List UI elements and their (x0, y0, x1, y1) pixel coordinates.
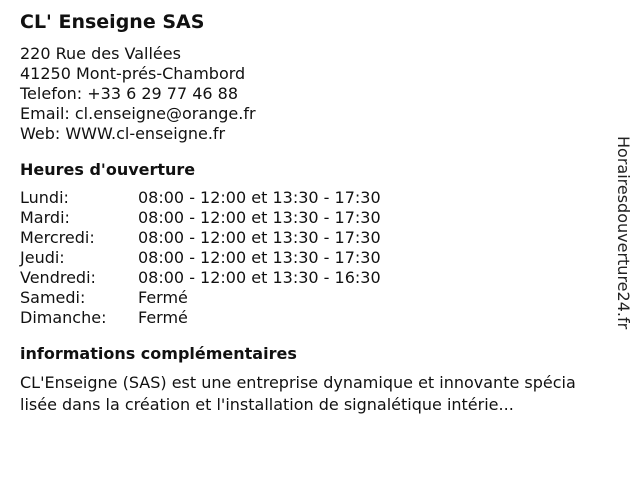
hours-row (20, 248, 600, 268)
hours-row (20, 268, 600, 288)
site-watermark: Horairesdouverture24.fr (614, 136, 633, 330)
day-hours: 08:00 - 12:00 et 13:30 - 17:30 (138, 248, 381, 267)
email: Email: cl.enseigne@orange.fr (20, 104, 256, 123)
day-label: Lundi: (20, 188, 69, 207)
phone: Telefon: +33 6 29 77 46 88 (20, 84, 239, 103)
hours-table (20, 188, 600, 328)
day-hours: Fermé (138, 308, 188, 327)
day-hours: 08:00 - 12:00 et 13:30 - 17:30 (138, 208, 381, 227)
hours-row (20, 308, 600, 328)
hours-row (20, 208, 600, 228)
hours-row (20, 288, 600, 308)
info-description: CL'Enseigne (SAS) est une entreprise dynamique et innovante spécialisée dans la création et l'installation de signalétique intérie... (20, 373, 576, 414)
day-label: Mercredi: (20, 228, 95, 247)
business-card (20, 8, 600, 416)
day-hours: 08:00 - 12:00 et 13:30 - 16:30 (138, 268, 381, 287)
hours-row (20, 228, 600, 248)
day-hours: 08:00 - 12:00 et 13:30 - 17:30 (138, 228, 381, 247)
address-line2: 41250 Mont-prés-Chambord (20, 64, 246, 83)
day-label: Jeudi: (20, 248, 65, 267)
info-heading: informations complémentaires (20, 344, 297, 363)
website: Web: WWW.cl-enseigne.fr (20, 124, 226, 143)
day-label: Samedi: (20, 288, 86, 307)
day-label: Dimanche: (20, 308, 107, 327)
address-line1: 220 Rue des Vallées (20, 44, 181, 63)
day-label: Vendredi: (20, 268, 96, 287)
day-hours: 08:00 - 12:00 et 13:30 - 17:30 (138, 188, 381, 207)
hours-row (20, 188, 600, 208)
day-hours: Fermé (138, 288, 188, 307)
hours-heading: Heures d'ouverture (20, 160, 196, 179)
business-name: CL' Enseigne SAS (20, 11, 205, 33)
day-label: Mardi: (20, 208, 70, 227)
